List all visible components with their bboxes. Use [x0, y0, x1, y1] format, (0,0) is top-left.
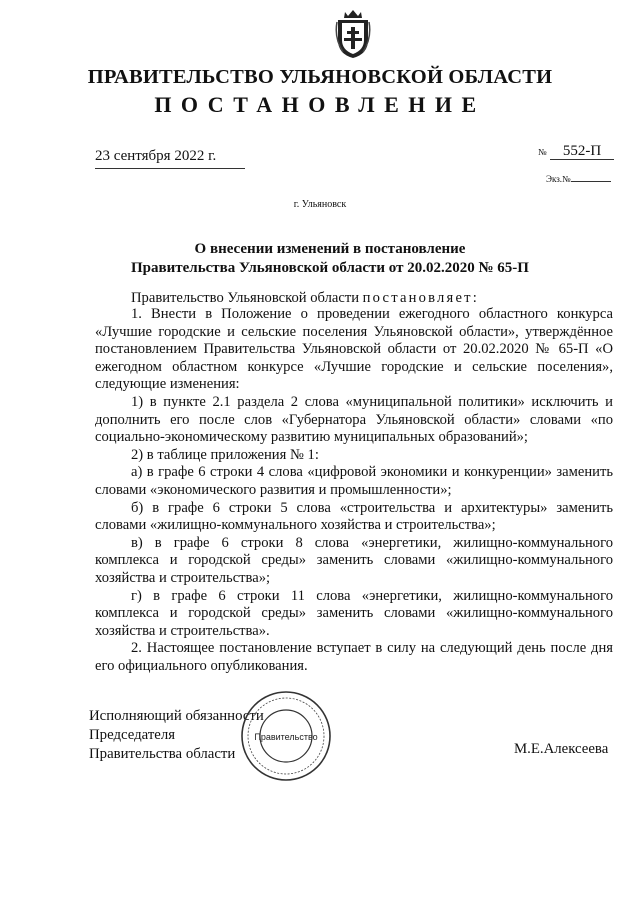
paragraph-item-2: 2. Настоящее постановление вступает в силу на следующий день после дня его официального опубликования. — [95, 640, 613, 674]
document-subject — [120, 240, 540, 278]
copy-number — [546, 174, 611, 184]
number-value: 552-П — [550, 143, 614, 160]
paragraph-subitem-2: 2) в таблице приложения № 1: — [131, 446, 319, 463]
resolution-lead — [131, 290, 479, 307]
resolution-body — [95, 306, 613, 675]
signatory-line-3: Правительства области — [89, 746, 236, 762]
paragraph-subitem-1: 1) в пункте 2.1 раздела 2 слова «муниципальной политики» исключить и дополнить его после слов «Губернатора Ульяновской области» словами «по социально-экономическому развитию муниципальных образований»; — [95, 393, 613, 446]
document-number — [538, 143, 614, 160]
ulyanovsk-coat-of-arms-icon — [335, 8, 371, 60]
issue-city: г. Ульяновск — [293, 199, 347, 210]
government-title: ПРАВИТЕЛЬСТВО УЛЬЯНОВСКОЙ ОБЛАСТИ — [87, 66, 553, 88]
signatory-line-1: Исполняющий обязанности — [89, 708, 264, 724]
seal-text: Правительство — [254, 732, 318, 742]
paragraph-subitem-b: б) в графе 6 строки 5 слова «строительства и архитектуры» заменить словами «жилищно-коммунального хозяйства и строительства»; — [95, 499, 613, 534]
subject-line-1: О внесении изменений в постановление — [194, 241, 466, 257]
paragraph-subitem-v: в) в графе 6 строки 8 слова «энергетики, жилищно-коммунального комплекса и городской среды» заменить словами «жилищно-коммунального хозяйства и строительства»; — [95, 534, 613, 586]
copy-blank-line — [571, 181, 611, 182]
lead-prefix: Правительство Ульяновской области — [131, 290, 360, 306]
signatory-line-2: Председателя — [89, 727, 176, 743]
paragraph-item-1: 1. Внести в Положение о проведении ежегодного областного конкурса «Лучшие городские и сельские поселения Ульяновской области», утверждённое постановлением Правительства Ульяновской области от 20.02.2020 № 65-П «О ежегодном областном конкурсе «Лучшие городские и сельские поселения», следующие изменения: — [95, 306, 613, 393]
paragraph-subitem-g: г) в графе 6 строки 11 слова «энергетики, жилищно-коммунального комплекса и городской среды» заменить словами «жилищно-коммунального хозяйства и строительства». — [95, 587, 613, 639]
paragraph-subitem-a: а) в графе 6 строки 4 слова «цифровой экономики и конкуренции» заменить словами «экономического развития и промышленности»; — [95, 464, 613, 498]
copy-label: Экз.№ — [546, 174, 571, 184]
number-label: № — [538, 147, 547, 157]
signatory-title — [89, 707, 264, 764]
document-date: 23 сентября 2022 г. — [95, 148, 217, 164]
lead-keyword: постановляет: — [362, 290, 479, 306]
signer-name: М.Е.Алексеева — [514, 741, 609, 757]
document-type-title: ПОСТАНОВЛЕНИЕ — [154, 92, 486, 117]
date-underline — [95, 168, 245, 169]
subject-line-2: Правительства Ульяновской области от 20.02.2020 № 65-П — [131, 260, 529, 276]
official-round-seal-icon — [240, 690, 332, 782]
